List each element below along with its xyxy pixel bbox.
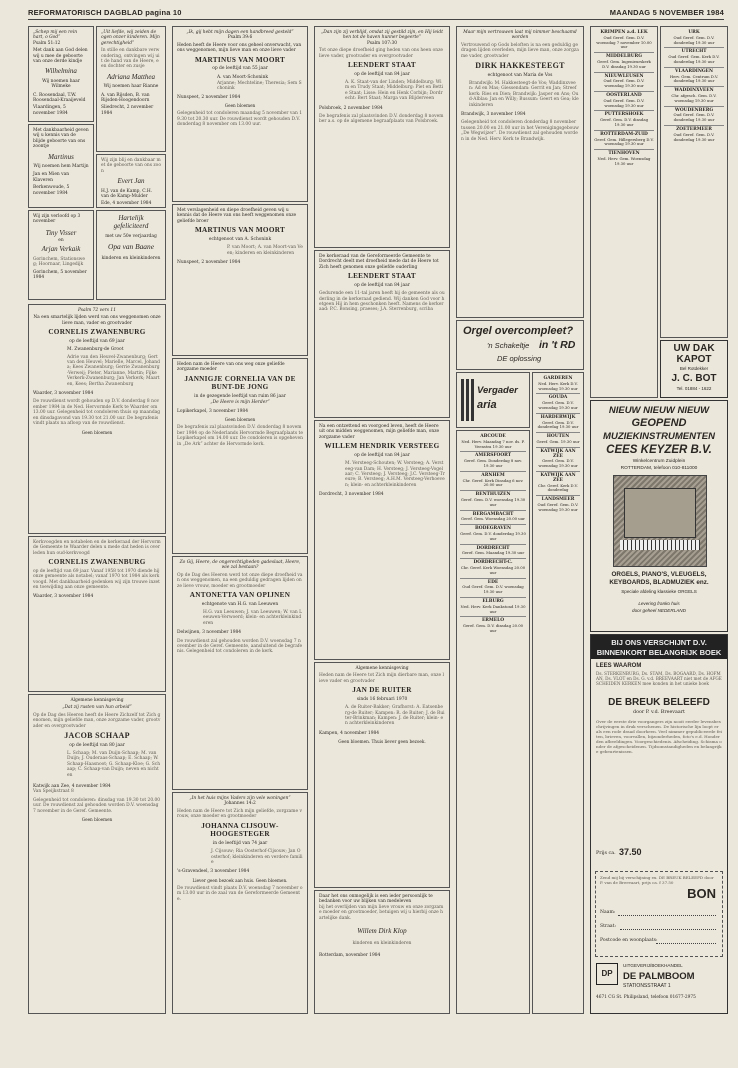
age-text: op de leeftijd van 84 jaar	[354, 282, 410, 288]
ad-line-3: MUZIEKINSTRUMENTEN	[603, 431, 715, 442]
section-title: OOSTERLAND	[606, 92, 642, 98]
ad-line-8: KEYBOARDS, BLADMUZIEK enz.	[609, 579, 709, 586]
body-text: Met dankbaarheid geven wij u kennis van de blijde geboorte van ons zoontje	[33, 128, 89, 150]
ad-line-3: Bel Rotdekker	[679, 366, 709, 371]
death-versteeg: Na een ontzettend en voorgoed leven, heeft de Heere uit ons midden weggenomen, mijn geliefde man, onze zorgzame vader WILLEM HENDRIK VERSTEEG op de leeftijd van 84 jaar M. Versteeg-Schouten; W. Versteeg; A. Versteeg-van Dam; H. Versteeg; J. Versteeg-Vogelaar; C. Versteeg; J. Versteeg; J.C. Versteeg-Treure; B. Versteeg; A.H.M. Versteeg-Verhoeven; klein- en achterkleinkinderen Dordrecht, 3 november 1984	[314, 420, 450, 660]
lead-text: Met verslagenheid en diepe droefheid geven wij u kennis dat de Heere van ons heeft weggenomen onze geliefde broer	[177, 208, 297, 224]
preekrooster-col-a: ABCOUDE Ned. Herv. Maandag 7 nov. ds. P. Veenstra 19.30 uur AMERSFOORT Geref. Gem. Donderdag 8 nov. 19.30 uur ARNHEM Chr. Geref. Kerk Dinsdag 6 nov. 20.00 uur BENTHUIZEN Geref. Gem. D.V. woensdag 19.30 uur BERGAMBACHT Geref. Gem. Woensdag 20.00 uur BODEGRAVEN Geref. Gem. D.V. donderdag 19.30 uur DORDRECHT Geref. Gem. Maandag 19.30 uur DORDRECHT-C. Chr. Geref. Kerk Woensdag 20.00 uur EDE Oud Geref. Gem. D.V. woensdag 19.30 uur ELBURG Ned. Herv. Kerk Dankstond 19.30 uur ERMELO Geref. Gem. D.V. dinsdag 20.00 uur	[456, 430, 530, 1014]
spouse-text: echtgenoot van A. Schonink	[208, 236, 272, 242]
book-title: DE BREUK BELEEFD	[608, 697, 710, 708]
deceased-name: MARTINUS VAN MOORT	[194, 55, 286, 64]
name-2: Arjan Verkaik	[41, 244, 81, 253]
ad-vergader-line-1: Vergader	[477, 385, 518, 396]
ad-line-5: Tel. 01884 - 1622	[676, 386, 712, 391]
body-text: Wij zijn verloofd op 3 november	[33, 214, 81, 225]
quote: „In het huis mijns Vaders zijn vele woningen”	[189, 796, 291, 801]
place-date: Waarder, 3 november 1984	[33, 594, 94, 600]
ad-line-7: ORGELS, PIANO'S, VLEUGELS,	[611, 571, 707, 578]
deceased-name: CORNELIS ZWANENBURG	[48, 328, 146, 337]
ad-de-breuk-beleefd: BIJ ONS VERSCHIJNT D.V. BINNENKORT BELANGRIJK BOEK LEES WAAROM Ds. STERKENBURG, Ds. STAM, Ds. BOGAARD, Ds. HOFMAN, Ds. VLOT en Ds. G. v.d. BREEVAART niet met de AFGESCHEIDEN KERKEN mee konden in het unieke boek DE BREUK BELEEFD door P. v.d. Breevaart Over de eerste drie voorgangers zijn nooit eerder levensbeschrijvingen in druk verschenen. De historische lijn loopt er als een rode draad doorheen. Veel nimmer gepubliceerde feiten, brieven, voorvallen, bijzonderheden, foto's e.d. Honderden afbeeldingen. Voorgeschiedenis. Afscheiding. Schisma onder de afgescheidenen. Tijdsomstandigheden en belangrijke gebeurtenissen. Prijs ca. 37.50 Zend mij bij verschijning ex. DE BREUK BELEEFD door P. van de Breevaart, prijs ca. f 37.50 BON Naam: Straat: Postcode en woonplaats: DP UITGEVERIJ/BOEKHANDEL DE PALMBOOM STATIONSSTRAAT 1 4671 CG St. Philipsland, telefoon 01677-2975	[590, 634, 728, 1014]
birth-evert: Wij zijn blij en dankbaar met de geboorte van ons zoon Evert Jan H.J. van de Kamp, C.H. van de Kamp-Mulder Ede, 4 november 1984	[96, 154, 166, 208]
signature: kinderen en kleinkinderen	[101, 255, 161, 261]
death-staat-2: De kerkeraad van de Gereformeerde Gemeente te Dordrecht deelt met droefheid mede dat de Heere tot Zich heeft genomen onze geliefde ouderling LEENDERT STAAT op de leeftijd van 84 jaar Gedurende een 11-tal jaren heeft hij de gemeente als ouderling in de kerkeraad gediend. Wij danken God voor hetgeen Hij in hem geschonken heeft. Namens de kerkeraad: P.C. Bonsing, praeses; J.A. Sterrenburg, scriba	[314, 250, 450, 418]
palmboom-logo-icon: DP	[596, 963, 618, 985]
quote-ref: Psalm 51:12	[33, 40, 61, 46]
place-date: Waarder, 3 november 1984	[33, 391, 94, 397]
death-zwanenburg-1: Psalm 72 vers 11 Na een smartelijk lijden werd van ons weggenomen onze lieve man, vader en grootvader CORNELIS ZWANENBURG op de leeftijd van 69 jaar M. Zwanenburg-de Groot Adrie van den Heuvel-Zwanenburg; Gert van den Heuvel; Marielle, Marcel, Johanda; Kees Zwanenburg; Gerrie Zwanenburg-Verweij; Pieter, Marianne, Martin; Fijke Verkerk-Zwanenburg; Jan Verkerk; Maarten, Kees; Bertha Zwanenburg Waarder, 3 november 1984 De rouwdienst wordt gehouden op D.V. donderdag 8 november 1984 in de Ned. Hervormde Kerk te Waarder om 13.00 uur. Gelegenheid tot condoleren thuis op maandag en dinsdagavond van 19.30 tot 21.00 uur. De begrafenis vindt plaats na afloop van de rouwdienst. Geen bloemen	[28, 304, 166, 534]
section-title: WADDINXVEEN	[674, 88, 714, 94]
quote: „Dat zij rusten van hun arbeid”	[62, 705, 132, 711]
death-johanna: „In het huis mijns Vaders zijn vele woningen” Johannes 14:2 Heden nam de Heere tot Zich mijn geliefde, zorgzame vrouw, onze moeder en grootmoeder JOHANNA CIJSOUW-HOOGESTEGER in de leeftijd van 74 jaar J. Cijsouw; Ria Oosterhof-Cijsouw; Jan Oosterhof; kleinkinderen en verdere familie 's-Gravendeel, 3 november 1984 Liever geen bezoek aan huis. Geen bloemen. De rouwdienst vindt plaats D.V. woensdag 7 november om 13.00 uur in de zaal van de Gereformeerde Gemeente.	[172, 792, 308, 1014]
publisher-label: UITGEVERIJ/BOEKHANDEL	[623, 963, 683, 968]
birth-adriana: „Uit liefde, wij zeiden de ogen onzer kinderen. Mijn gerechtigheid” In stille en dankbare verwondering, ontvingen wij uit de hand van de Heere, een dochter en zusje Adriana Matthea Wij noemen haar Rianne A. van Rijsden, B. van Rijsden-Hoogendoorn Sliedrecht, 2 november 1984	[96, 26, 166, 152]
family: A. van Moort-Schonink	[217, 74, 269, 80]
spouse-text: echtgenote van H.G. van Leeuwen	[201, 601, 279, 607]
form-name-field[interactable]	[618, 915, 716, 916]
age-text: op de leeftijd van 69 jaar	[69, 338, 125, 344]
section-title: PUTTERSHOEK	[604, 112, 644, 118]
ad-line-4: CEES KEYZER B.V.	[606, 444, 712, 456]
congrats-opa	[96, 210, 166, 300]
form-postcode-field[interactable]	[656, 943, 716, 944]
baby-name: Adriana Matthea	[106, 72, 156, 81]
header-right: MAANDAG 5 NOVEMBER 1984	[609, 8, 724, 17]
section-title: WOUDENBERG	[674, 107, 714, 113]
call-name: Wij noemen haar Rianne	[103, 84, 159, 90]
banner-line-1: BIJ ONS VERSCHIJNT D.V.	[611, 638, 707, 647]
congrats-title: Hartelijk gefeliciteerd	[113, 214, 149, 231]
baby-name: Evert Jan	[117, 177, 145, 186]
since-text: sinds 16 februari 1970	[356, 696, 408, 702]
age-text: op de leeftijd van 80 jaar	[69, 742, 125, 748]
general-notice: Algemene kennisgeving	[355, 666, 409, 671]
baby-name: Martinus	[48, 152, 74, 161]
deceased-name: DIRK HAKKESTEEGT	[475, 61, 565, 71]
place-date: Dordrecht, 3 november 1984	[319, 492, 384, 498]
ad-line-4: J. C. BOT	[671, 373, 717, 384]
header-left: REFORMATORISCH DAGBLAD pagina 10	[28, 8, 182, 17]
ad-orgel-overcompleet	[456, 320, 584, 370]
call-name: Wij noemen haar Wilmeke	[42, 78, 80, 90]
death-hakkesteegt: Maar mijn vertrouwen laat mij nimmer beschaamd worden Vertrouwend op Gods beloften is na een geduldig gedragen lijden overleden, mijn lieve man, onze zorgzame vader, grootvader DIRK HAKKESTEEGT echtgenoot van Maria de Vos Brandwijk: M. Hakkesteegt-de Vos; Waddinxveen: Ad en Mas; Giessendam: Gerrit en Jan; Streefkerk: Ries en Dien; Brandwijk: Jasper en Ans; Oud-Alblas: Jan en Willy; Bussum: Geert en Gea; kleinkinderen Brandwijk, 3 november 1984 Gelegenheid tot condoleren donderdag 8 november tussen 20.00 en 21.00 uur in het Verenigingsgebouw „De Wegwijzer”. De rouwdienst zal gehouden worden in de Ned. Herv. Kerk te Brandwijk.	[456, 26, 584, 318]
book-ad-banner	[591, 635, 727, 659]
signature: Willem Dirk Klop	[357, 927, 407, 936]
quote: „Uit liefde, wij zeiden de ogen onzer kinderen. Mijn gerechtigheid”	[101, 30, 160, 46]
publisher-city: 4671 CG St. Philipsland, telefoon 01677-2975	[596, 995, 696, 1000]
organ-photo	[613, 475, 707, 567]
section-title: ROTTERDAM-ZUID	[600, 131, 648, 137]
header-rule	[28, 19, 724, 20]
form-street-label: Straat:	[600, 924, 617, 929]
ad-line-3: in 't RD	[539, 339, 576, 351]
opa-name: Opa van Baane	[108, 242, 154, 252]
section-title: TIENHOVEN	[608, 151, 640, 157]
ad-uw-dak	[660, 340, 728, 398]
ad-vergaderzaal	[456, 372, 530, 428]
coupon-bon-label: BON	[687, 886, 716, 901]
banner-line-2: BINNENKORT BELANGRIJK BOEK	[596, 648, 722, 657]
section-title: KRIMPEN a.d. LEK	[600, 30, 648, 35]
deceased-name: MARTINUS VAN MOORT	[194, 226, 286, 235]
deceased-name: JAN DE RUITER	[352, 686, 412, 695]
section-title: ZOETERMEER	[676, 126, 712, 132]
name-1: Tiny Visser	[45, 228, 77, 237]
ad-line-5: Winkelcentrum Zuidplein	[632, 459, 686, 464]
deceased-name: LEENDERT STAAT	[347, 61, 417, 70]
birth-wilhelmina	[28, 26, 94, 122]
place-date: Delwijnen, 3 november 1984	[177, 630, 242, 636]
address: Sliedrecht, 2 november 1984	[101, 105, 154, 116]
ad-vergader-line-2: aria	[477, 399, 497, 411]
death-antonetta: Zo Gij, Heere, de ongerechtigheden gadeslaat, Heere, wie zal bestaan? Op de Dag des Heeren werd tot onze diepe droefheid van ons weggenomen, na een geduldig gedragen lijden onze lieve vrouw, moeder en grootmoeder ANTONETTA VAN OPIJNEN echtgenote van H.G. van Leeuwen H.G. van Leeuwen; J. van Leeuwen; W. van Leeuwen-Verwoerd; klein- en achterkleinkinderen Delwijnen, 3 november 1984 De rouwdienst zal gehouden worden D.V. woensdag 7 november in de Geref. Gemeente, aansluitend de begrafenis. Gelegenheid tot condoleren in de kerk.	[172, 556, 308, 790]
address: Gorinchem, 5 november 1984	[33, 269, 87, 281]
place-date: Lopikerkapel, 3 november 1984	[177, 408, 248, 414]
place-date: Katwijk aan Zee, 4 november 1984	[33, 783, 111, 789]
deceased-name: JOHANNA CIJSOUW-HOOGESTEGER	[201, 821, 279, 839]
quote: Maar mijn vertrouwen laat mij nimmer beschaamd worden	[463, 30, 577, 41]
preekrooster-col-c: KRIMPEN a.d. LEK Oud Geref. Gem. D.V. woensdag 7 november 10.00 uur MIDDELBURG Geref. Gem. Ingenieurskerk D.V. dinsdag 19.30 uur NIEUWLEUSEN Oud Geref. Gem. D.V. woensdag 19.30 uur OOSTERLAND Oud Geref. Gem. D.V. woensdag 19.30 uur PUTTERSHOEK Geref. Gem. D.V. dinsdag 19.30 uur ROTTERDAM-ZUID Geref. Gem. Hillegersberg D.V. woensdag 19.30 uur TIENHOVEN Ned. Herv. Gem. Woensdag 19.30 uur	[590, 26, 658, 398]
deceased-name: JANNIGJE CORNELIA VAN DE BUNT-DE JONG	[184, 374, 296, 392]
ad-line-1: UW DAK	[673, 343, 715, 354]
quote: Psalm 72 vers 11	[77, 308, 117, 313]
price-label: Prijs ca.	[596, 851, 616, 856]
book-author: door P. v.d. Breevaart	[633, 710, 685, 715]
section-title: UTRECHT	[681, 49, 707, 55]
deceased-name: JACOB SCHAAP	[64, 731, 130, 741]
quote: „Dan zijn zij verblijd, omdat zij gestild zijn, en Hij leidt hen tot de haven hunner begeerte”	[321, 30, 443, 41]
age-text: in de leeftijd van 74 jaar	[212, 840, 268, 846]
spouse-text: echtgenoot van Maria de Vos	[487, 72, 553, 78]
thanks-klop: Daar het ons onmogelijk is een ieder persoonlijk te bedanken voor uw blijken van medeleven bij het overlijden van mijn lieve vrouw en onze zorgzame moeder en grootmoeder, betuigen wij u hierbij onze hartelijke dank. Willem Dirk Klop kinderen en kleinkinderen Rotterdam, november 1984	[314, 890, 450, 1014]
address: Berkenwoude, 5 november 1984	[33, 185, 70, 196]
ad-line-2: KAPOT	[676, 354, 712, 365]
deceased-name: LEENDERT STAAT	[347, 272, 417, 281]
death-jannigje: Heden nam de Heere van ons weg onze geliefde zorgzame moeder JANNIGJE CORNELIA VAN DE BUNT-DE JONG in de gezegende leeftijd van ruim 86 jaar „De Heere is mijn Herder” Lopikerkapel, 3 november 1984 Geen bloemen De begrafenis zal plaatsvinden D.V. donderdag 8 november 1984 op de Nederlands Hervormde Begraafplaats te Lopikerkapel om 14.00 uur. De condoleren is opgeheven in „De Ark” achter de Hervormde kerk.	[172, 358, 308, 554]
publisher-street: STATIONSSTRAAT 1	[623, 983, 671, 989]
preekrooster-col-b: GARDEREN Ned. Herv. Kerk D.V. woensdag 19.30 uur GOUDA Geref. Gem. D.V. woensdag 19.30 uur HARDERWIJK Geref. Gem. D.V. donderdag 19.30 uur HOUTEN Geref. Gem. 19.30 uur KATWIJK AAN ZEE Geref. Gem. D.V. woensdag 19.30 uur KATWIJK AAN ZEE Chr. Geref. Kerk D.V. donderdag LANDSMEER Oud Geref. Gem. D.V. woensdag 19.30 uur	[532, 372, 584, 1014]
parents: C. Roosendaal, T.W. Roosendaal-Kraaijeveld	[33, 92, 86, 104]
place-date: 's-Gravendeel, 3 november 1984	[177, 869, 250, 875]
form-street-field[interactable]	[620, 929, 716, 930]
lead-text: Na een smartelijk lijden werd van ons weggenomen onze lieve man, vader en grootvader	[33, 315, 161, 326]
ad-line-11: door geheel NEDERLAND	[632, 608, 686, 613]
place-date: Rotterdam, november 1984	[319, 952, 381, 958]
body-text: Daar het ons onmogelijk is een ieder persoonlijk te bedanken voor uw blijken van medeleven	[319, 894, 433, 905]
ad-line-10: Levering franko huis	[638, 601, 680, 606]
birth-martinus	[28, 124, 94, 208]
ad-line-2: GEOPEND	[631, 417, 687, 429]
ad-line-4: DE oplossing	[497, 354, 542, 363]
deceased-name: WILLEM HENDRIK VERSTEEG	[324, 442, 440, 451]
parents: H.J. van de Kamp, C.H. van de Kamp-Mulder	[101, 188, 153, 200]
section-title: MIDDELBURG	[606, 54, 642, 60]
quote: „De Heere is mijn Herder”	[210, 400, 270, 406]
call-name: Wij noemen hem Martijn	[33, 164, 89, 170]
death-schaap: Algemene kennisgeving „Dat zij rusten van hun arbeid” Op de Dag des Heeren heeft de Heere Zichzelf tot Zich genomen, mijn geliefde man, onze zorgzame vader, grootvader en overgrootvader JACOB SCHAAP op de leeftijd van 80 jaar L. Schaap; M. van Duijn-Schaap; M. van Duijn; J. Ouderaas-Schaap; E. Schaap; W. Schaap-Haasnoot; G. Schaap-Kloe; G. Schaap; C. Schaap-van Duijn; neven en nichten Katwijk aan Zee, 4 november 1984 Van Speijkstraat 8 Gelegenheid tot condoleren: dinsdag van 19.30 tot 20.00 uur. De rouwdienst zal gehouden worden D.V. woensdag 7 november in de Geref. Gemeente. Geen bloemen	[28, 694, 166, 1014]
death-ruiter: Algemene kennisgeving Heden nam de Heere tot Zich mijn dierbare man, onze lieve vader en grootvader JAN DE RUITER sinds 16 februari 1970 A. de Ruiter-Bakker; Grafhorst: A. Eatsenberg-de Ruiter; Kampen: R. de Ruiter; J. de Ruiter-Brinkman; Kampen: J. de Ruiter; klein- en achterkleinkinderen Kampen, 4 november 1984 Geen bloemen. Thuis liever geen bezoek.	[314, 662, 450, 888]
ad-line-6: ROTTERDAM, telefoon 010-811000	[620, 466, 698, 471]
age-text: op de leeftijd van 55 jaar	[212, 66, 268, 72]
order-coupon: Zend mij bij verschijning ex. DE BREUK BELEEFD door P. van de Breevaart, prijs ca. f 37.50 BON Naam: Straat: Postcode en woonplaats:	[595, 871, 723, 957]
lead-text: Heden nam de Heere van ons weg onze geliefde zorgzame moeder	[177, 362, 285, 373]
deceased-name: ANTONETTA VAN OPIJNEN	[189, 591, 291, 600]
section-title: VLAARDINGEN	[675, 68, 713, 74]
lees-waarom: LEES WAAROM	[596, 663, 642, 669]
quote-ref: Johannes 14:2	[224, 801, 256, 807]
lead-text: Na een ontzettend en voorgoed leven, heeft de Heere uit ons midden weggenomen, mijn geliefde man, onze zorgzame vader	[319, 424, 440, 440]
section-title: NIEUWLEUSEN	[604, 73, 644, 79]
body-text: Met dank aan God delen wij u mee de geboorte van onze derde kindje	[33, 48, 88, 65]
baby-name: Wilhelmina	[45, 67, 77, 76]
body-text: met uw 50e verjaardag	[105, 233, 157, 239]
place-date: Nunspeet, 2 november 1984	[177, 94, 241, 100]
lead-text: Heden heeft de Heere voor ons geheel onverwacht, van ons weggenomen, mijn lieve man en onze lieve vader	[177, 42, 302, 54]
address: Vlaardingen, 5 november 1984	[33, 105, 68, 116]
address: Ede, 4 november 1984	[101, 201, 152, 207]
quote-ref: Psalm 107:30	[366, 40, 398, 46]
deceased-name: CORNELIS ZWANENBURG	[48, 558, 146, 567]
lead-text: De kerkeraad van de Gereformeerde Gemeente te Dordrecht deelt met droefheid mede dat de Heere tot Zich heeft genomen onze geliefde ouderling	[319, 254, 439, 270]
parents: Jan en Mien van Klaveren	[33, 172, 70, 183]
parents: A. van Rijsden, B. van Rijsden-Hoogendoorn	[101, 92, 150, 104]
death-van-moort-1: „Ik, gij hebt mijn dagen een handbreed gesteld” Psalm 39:6 Heden heeft de Heere voor ons geheel onverwacht, van ons weggenomen, mijn lieve man en onze lieve vader MARTINUS VAN MOORT op de leeftijd van 55 jaar A. van Moort-Schonink Arjanne; Mechteline; Theresia; Sem Schonink Nunspeet, 2 november 1984 Geen bloemen Gelegenheid tot condoleren maandag 5 november van 19.30 tot 20.30 uur. De rouwdienst wordt gehouden D.V. donderdag 8 november om 13.00 uur.	[172, 26, 308, 202]
and-text: en	[58, 238, 64, 244]
ad-line-1: NIEUW NIEUW NIEUW	[608, 405, 710, 416]
age-text: op de leeftijd van 84 jaar	[354, 452, 410, 458]
quote: „Ik, gij hebt mijn dagen een handbreed gesteld”	[186, 30, 294, 35]
engagement-tiny: Wij zijn verloofd op 3 november Tiny Visser en Arjan Verkaik Gorinchem, Stationsweg; Hoornaar, Lingedijk Gorinchem, 5 november 1984	[28, 210, 94, 300]
place-date: Nunspeet, 2 november 1984	[177, 260, 241, 266]
place-date: Brandwijk, 3 november 1984	[461, 111, 526, 117]
place-date: Polsbroek, 2 november 1984	[319, 105, 383, 111]
ad-line-2: 'n Schakeltje	[487, 341, 530, 350]
death-van-moort-2: Met verslagenheid en diepe droefheid geven wij u kennis dat de Heere van ons heeft weggenomen onze geliefde broer MARTINUS VAN MOORT echtgenoot van A. Schonink P. van Moort; A. van Moort-van Veen; kinderen en kleinkinderen Nunspeet, 2 november 1984	[172, 204, 308, 356]
age-text: op de leeftijd van 84 jaar	[354, 71, 410, 77]
ad-line-9: Speciale afdeling klassieke ORGELS	[621, 589, 697, 594]
age-text: in de gezegende leeftijd van ruim 86 jaar	[194, 394, 286, 399]
preekrooster-col-d: URK Oud Geref. Gem. D.V. donderdag 19.30 uur UTRECHT Oud Geref. Gem. Kerk D.V. donderdag 19.30 uur VLAARDINGEN Herv. Gem. Centrum D.V. donderdag 19.30 uur WADDINXVEEN Chr. afgesch. Gem. D.V. woensdag 19.30 uur WOUDENBERG Oud Geref. Gem. D.V. donderdag 19.30 uur ZOETERMEER Oud Geref. Gem. D.V. donderdag 19.30 uur	[660, 26, 728, 338]
ad-headline: Orgel overcompleet?	[463, 325, 574, 337]
page-header	[28, 6, 724, 20]
place-date: Kampen, 4 november 1984	[319, 730, 380, 736]
quote-ref: Psalm 39:6	[227, 35, 253, 41]
ad-cees-keyzer	[590, 400, 728, 632]
publisher-name: DE PALMBOOM	[623, 971, 695, 982]
price-value: 37.50	[619, 847, 642, 857]
death-staat-1: „Dan zijn zij verblijd, omdat zij gestild zijn, en Hij leidt hen tot de haven hunner begeerte” Psalm 107:30 Tot onze diepe droefheid ging heden van ons heen onze lieve vader, grootvader en overgrootvader LEENDERT STAAT op de leeftijd van 84 jaar A. K. Staat-van der Linden; Middelburg: Wim en Trudy Staat; Middelburg: Piet en Bettie Staat; Lisse: Hein en Henk Corbijn; Dordrecht: Bert Staat; Marga van Blijderveen Polsbroek, 2 november 1984 De begrafenis zal plaatsvinden D.V. donderdag 8 november a.s. op de algemene begraafplaats van Polsbroek.	[314, 26, 450, 248]
general-notice: Algemene kennisgeving	[70, 698, 124, 703]
death-zwanenburg-2: Kerkvoogden en notabelen en de kerkeraad der Hervormde Gemeente te Waarder delen u mede dat heden is overleden hun oud-kerkvoogd CORNELIS ZWANENBURG op de leeftijd van 69 jaar. Vanaf 1958 tot 1970 diende hij onze gemeente als notabel; vanaf 1970 tot 1984 als kerkvoogd. Met dankbaarheid gedenken wij zijn trouwe inzet en toewijding aan onze gemeente. Waarder, 3 november 1984	[28, 536, 166, 692]
form-postcode-label: Postcode en woonplaats:	[600, 938, 658, 943]
vergader-logo-icon	[461, 379, 475, 421]
family: M. Zwanenburg-de Groot	[67, 347, 124, 353]
quote: „Schep mij een rein hart, o God”	[33, 30, 78, 41]
form-name-label: Naam:	[600, 910, 616, 915]
quote: Zo Gij, Heere, de ongerechtigheden gadeslaat, Heere, wie zal bestaan?	[179, 560, 301, 571]
